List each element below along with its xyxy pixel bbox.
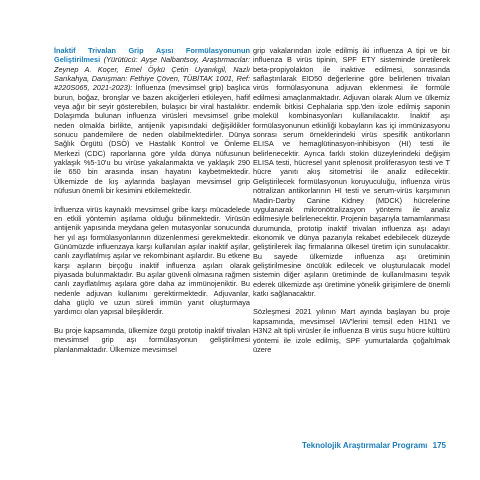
article-meta: (Yürütücü: Ayşe Nalbantsoy, Araştırmacılar: Zeynep A. Koçer, Emel Öykü Çetin Uyanıkgil, Nazlı Sarıkahya, Danışman: Fethiye Çöven, TÜBİTAK 1001, Ref: #220S065, 2021-2023): — [54, 55, 250, 93]
left-paragraph-1: İnfluenza (mevsimsel grip) başlıca burun, boğaz, bronşlar ve bazen akciğerleri etkileyen, hafif veya ağır bir seyir gösterebilen, bulaşıcı bir viral hastalıktır. Dolaşımda bulunan influenza virüsleri mevsimsel gribe neden olmakla birlikte, antijenik yapısındaki değişiklikler sonucu pandemilere de neden olabilmektedirler. Dünya Sağlık Örgütü (DSÖ) ve Hastalık Kontrol ve Önleme Merkezi (CDC) raporlarına göre yılda dünya nüfusunun yaklaşık %5-10'u bu virüse yakalanmakta ve yaklaşık 290 ile 650 bin arasında insan hayatını kaybetmektedir. Ülkemizde de kış aylarında başlayan mevsimsel grip nüfusun önemli bir kesimini etkilemektedir. — [54, 83, 250, 196]
left-paragraph-2: İnfluenza virüs kaynaklı mevsimsel gribe karşı mücadelede en etkili yöntemin aşılama olduğu bilinmektedir. Virüsün antijenik yapısında meydana gelen mutasyonlar sonucunda her yıl aşı formülasyonlarının düzenlenmesi gerekmektedir. Günümüzde influenzaya karşı kullanılan aşılar inaktif aşılar, canlı zayıflatılmış aşılar ve rekombinant aşılardır. Bu etkene karşı aşıların birçoğu inaktif influenza aşıları olarak piyasada bulunmaktadır. Bu aşılar güvenli olmasına rağmen canlı zayıflatılmış aşılara göre daha az immünojeniktir. Bu nedenle adjuvan kullanımı gerektirmektedir. Adjuvanlar, daha güçlü ve uzun süreli immün yanıt oluşturmaya yardımcı olan yapısal bileşiklerdir. — [54, 204, 250, 317]
right-paragraph-2: Sözleşmesi 2021 yılının Mart ayında başlayan bu proje kapsamında, mevsimsel IAV'lerini temsil eden H1N1 ve H3N2 alt tipli virüsler ile influenza B virüs suşu hücre kültürü yöntemi ile izole edilmiş, SPF yumurtalarda çoğaltılmak üzere — [253, 307, 450, 354]
left-column — [54, 46, 250, 363]
left-paragraph-3: Bu proje kapsamında, ülkemize özgü prototip inaktif trivalan mevsimsel grip aşı formülasyonun geliştirilmesi planlanmaktadır. Ülkemize mevsimsel — [54, 326, 250, 354]
right-column — [253, 46, 450, 363]
article-title: İnaktif Trivalan Grip Aşısı Formülasyonunun Geliştirilmesi — [54, 46, 250, 65]
page-number: 175 — [432, 441, 446, 450]
right-paragraph-1: grip vakalarından izole edilmiş iki influenza A tipi ve bir influenza B virüs tipinin, SPF ETY sisteminde üretilerek beta-propiyolakton ile inaktive edilmesi, sonrasında saflaştırılarak EID50 değerlerine göre belirlenen trivalan virüs formülasyonuna adjuvan eklenmesi ile formüle edilmesi amaçlanmaktadır. Adjuvan olarak Alum ve ülkemiz endemik bitkisi Cephalaria spp.'den izole edilmiş saponin molekül kombinasyonları kullanılacaktır. İnaktif aşı formülasyonunun etkinliği kobayların kas içi immünizasyonu sonrası serum örneklerindeki virüs spesifik antikorların ELISA ve hemaglütinasyon-inhibisyon (HI) testi ile belirlenecektir. Ayrıca farklı stokin düzeylerindeki değişim ELISA testi, hücresel yanıt splenosit proliferasyon testi ve T hücre yanıtı akış sitometrisi ile analiz edilecektir. Geliştirilecek formülasyonun koruyuculuğu, influenza virüs nötralizan antikorlarının HI testi ve serum-virüs karşımının Madin-Darby Canine Kidney (MDCK) hücrelerine uygulanarak mikronötralizasyon yöntemi ile analiz edilmesiyle belirlenecektir. Projenin başarıyla tamamlanması durumunda, prototip inaktif trivalan influenza aşı adayı ekonomik ve dünya pazarıyla rekabet edebilecek düzeyde geliştirilerek ilaç firmalarına ülkesel üretim için sunulacaktır. Bu sayede ülkemizde influenza aşı üretiminin geliştirilmesine öncülük edilecek ve oluşturulacak model sistemin diğer aşıların üretiminde de kullanılmasını teşvik ederek ülkemizde aşı üretimine yönelik girişimlere de önemli katkı sağlanacaktır. — [253, 46, 450, 298]
page-footer — [302, 441, 446, 450]
intro-paragraph — [54, 46, 250, 196]
footer-program-label: Teknolojik Araştırmalar Programı — [302, 441, 428, 450]
